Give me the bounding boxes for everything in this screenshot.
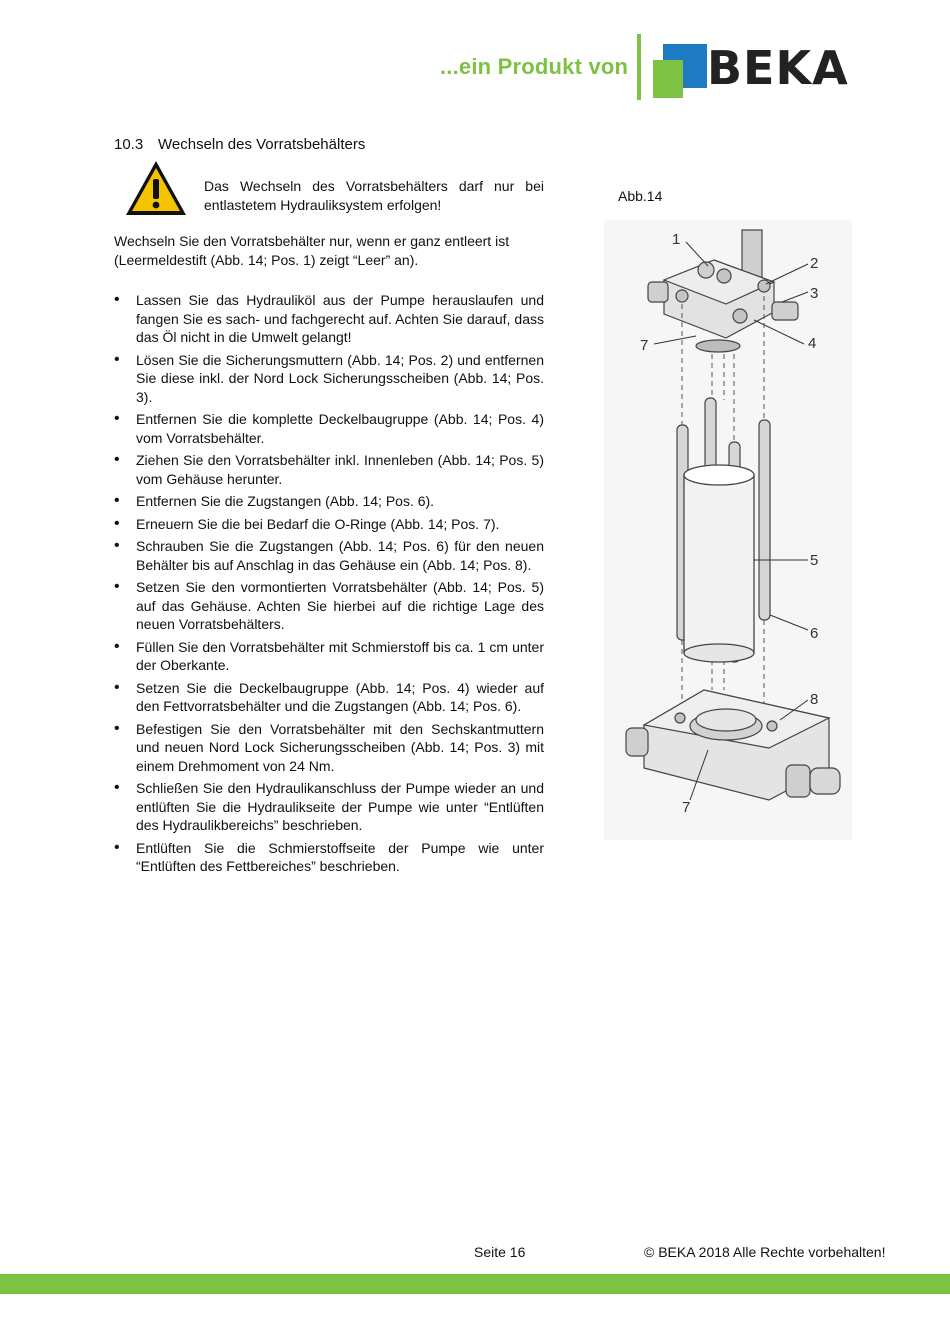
step-item: • Schließen Sie den Hydraulikanschluss der Pumpe wieder an und entlüften Sie die Hydraulikseite der Pumpe wie unter “Entlüften des Hydraulikbereichs” beschrieben. xyxy=(114,779,544,835)
header-divider xyxy=(637,34,641,100)
step-item: • Befestigen Sie den Vorratsbehälter mit den Sechskantmuttern und neuen Nord Lock Sicherungsscheiben (Abb. 14; Pos. 3) mit einem Drehmoment von 24 Nm. xyxy=(114,720,544,776)
warning-triangle-icon xyxy=(124,159,188,217)
figure-label: Abb.14 xyxy=(618,188,663,204)
step-item: • Ziehen Sie den Vorratsbehälter inkl. Innenleben (Abb. 14; Pos. 5) vom Gehäuse herunter. xyxy=(114,451,544,488)
reservoir-cylinder xyxy=(684,465,754,662)
page-number: Seite 16 xyxy=(474,1244,526,1260)
step-item: • Entfernen Sie die komplette Deckelbaugruppe (Abb. 14; Pos. 4) vom Vorratsbehälter. xyxy=(114,410,544,447)
header-tagline: ...ein Produkt von xyxy=(440,54,629,79)
callout-number: 4 xyxy=(808,335,817,352)
step-item: • Erneuern Sie die bei Bedarf die O-Ringe (Abb. 14; Pos. 7). xyxy=(114,515,544,534)
copyright-notice: © BEKA 2018 Alle Rechte vorbehalten! xyxy=(644,1244,886,1260)
callout-number: 1 xyxy=(672,231,681,248)
step-list xyxy=(114,291,544,880)
callout-number: 5 xyxy=(810,552,819,569)
footer-bar xyxy=(0,1274,950,1294)
step-item: • Entfernen Sie die Zugstangen (Abb. 14; Pos. 6). xyxy=(114,492,544,511)
logo-green-square xyxy=(653,60,683,98)
section-number: 10.3 xyxy=(114,136,144,153)
step-item: • Lassen Sie das Hydrauliköl aus der Pumpe herauslaufen und fangen Sie es sach- und fachgerecht auf. Achten Sie darauf, dass das Öl nicht in die Umwelt gelangt! xyxy=(114,291,544,347)
beka-logo xyxy=(653,41,868,100)
logo-text: BEKA xyxy=(707,41,849,95)
section-title: Wechseln des Vorratsbehälters xyxy=(158,136,366,153)
callout-number: 8 xyxy=(810,691,819,708)
step-item: • Entlüften Sie die Schmierstoffseite der Pumpe wie unter “Entlüften des Fettbereiches” beschrieben. xyxy=(114,839,544,876)
step-item: • Lösen Sie die Sicherungsmuttern (Abb. 14; Pos. 2) und entfernen Sie diese inkl. der Nord Lock Sicherungsscheiben (Abb. 14; Pos. 3). xyxy=(114,351,544,407)
step-item: • Füllen Sie den Vorratsbehälter mit Schmierstoff bis ca. 1 cm unter der Oberkante. xyxy=(114,638,544,675)
step-item: • Setzen Sie die Deckelbaugruppe (Abb. 14; Pos. 4) wieder auf den Fettvorratsbehälter und die Zugstangen (Abb. 14; Pos. 6). xyxy=(114,679,544,716)
intro-paragraph: Wechseln Sie den Vorratsbehälter nur, wenn er ganz entleert ist (Leermeldestift (Abb. 14; Pos. 1) zeigt “Leer” an). xyxy=(114,233,510,268)
exploded-view-figure xyxy=(604,220,852,840)
warning-text: Das Wechseln des Vorratsbehälters darf nur bei entlastetem Hydrauliksystem erfolgen! xyxy=(204,178,544,213)
callout-number: 3 xyxy=(810,285,819,302)
step-item: • Schrauben Sie die Zugstangen (Abb. 14; Pos. 6) für den neuen Behälter bis auf Anschlag in das Gehäuse ein (Abb. 14; Pos. 8). xyxy=(114,537,544,574)
section-heading xyxy=(114,136,365,153)
callout-number: 7 xyxy=(640,337,649,354)
callout-number: 6 xyxy=(810,625,819,642)
callout-number: 7 xyxy=(682,799,691,816)
step-item: • Setzen Sie den vormontierten Vorratsbehälter (Abb. 14; Pos. 5) auf das Gehäuse. Achten Sie hierbei auf die richtige Lage des neuen Vorratsbehälters. xyxy=(114,578,544,634)
callout-number: 2 xyxy=(810,255,819,272)
